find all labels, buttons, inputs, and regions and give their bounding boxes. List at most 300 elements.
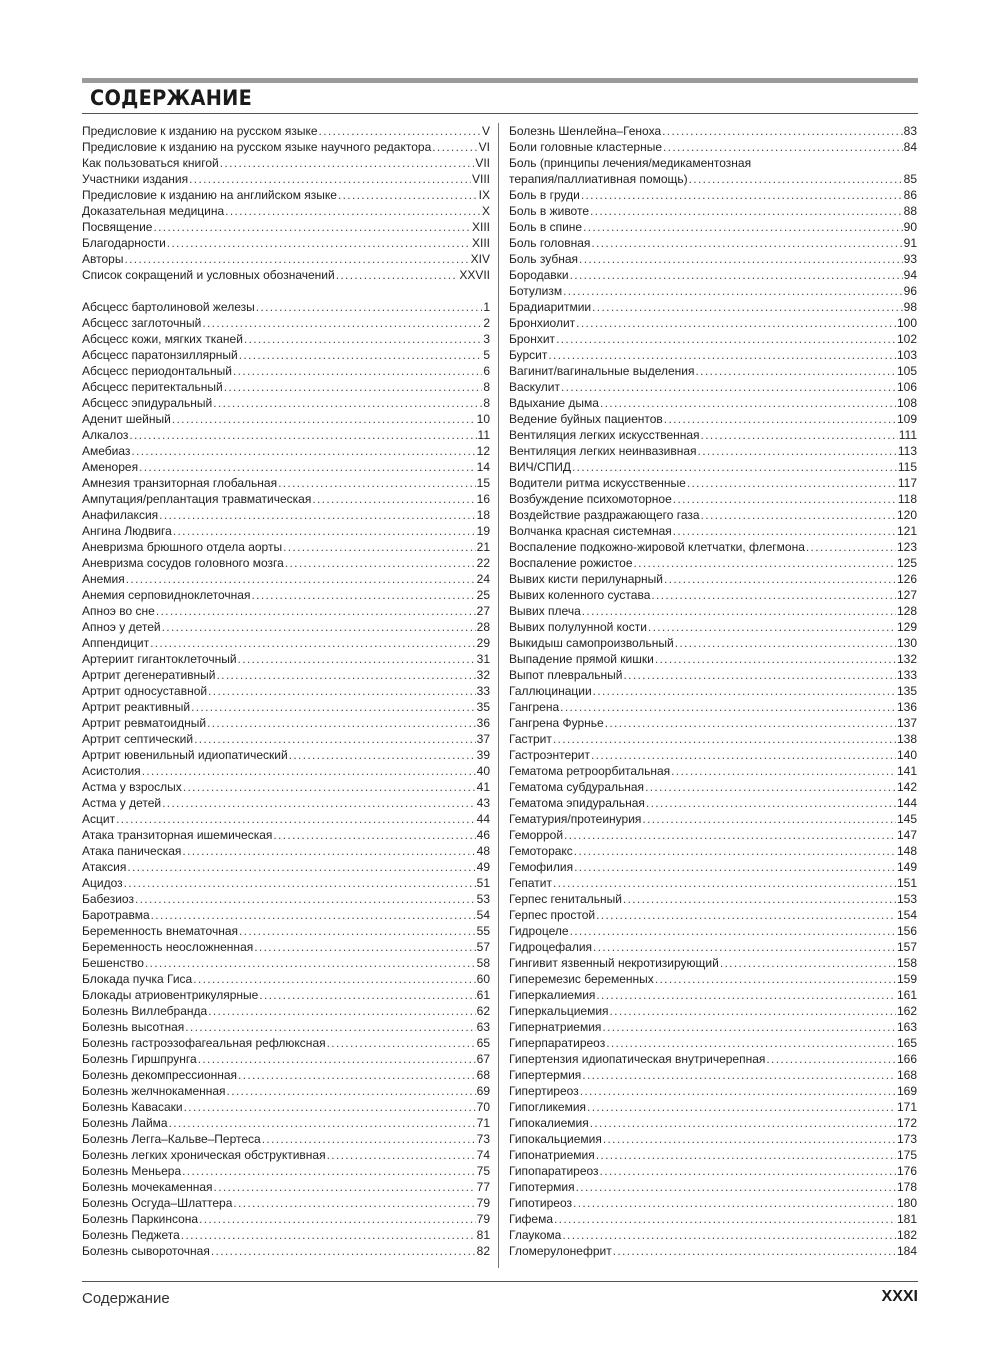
- toc-entry-title: Абсцесс периодонтальный: [82, 364, 232, 378]
- toc-entry[interactable]: [509, 491, 917, 507]
- toc-entry[interactable]: [82, 1163, 490, 1179]
- toc-dot-leader: [173, 523, 476, 539]
- toc-entry[interactable]: [509, 539, 917, 555]
- toc-dot-leader: [596, 1147, 896, 1163]
- toc-entry[interactable]: [509, 1211, 917, 1227]
- toc-entry[interactable]: [509, 219, 917, 235]
- toc-entry-title: Гемоторакс: [509, 844, 573, 858]
- toc-entry[interactable]: [82, 795, 490, 811]
- toc-dot-leader: [673, 491, 897, 507]
- toc-entry-title: Болезнь Осгуда–Шлаттера: [82, 1196, 233, 1210]
- toc-dot-leader: [145, 955, 476, 971]
- toc-dot-leader: [189, 171, 471, 187]
- toc-entry[interactable]: [82, 715, 490, 731]
- toc-dot-leader: [556, 331, 896, 347]
- toc-entry[interactable]: [82, 939, 490, 955]
- toc-entry[interactable]: [509, 699, 917, 715]
- toc-dot-leader: [593, 683, 896, 699]
- toc-entry-title: Вывих коленного сустава: [509, 588, 651, 602]
- toc-entry[interactable]: [82, 1051, 490, 1067]
- toc-entry[interactable]: [82, 955, 490, 971]
- toc-entry[interactable]: [509, 1099, 917, 1115]
- toc-entry[interactable]: [509, 235, 917, 251]
- toc-entry[interactable]: [82, 315, 490, 331]
- toc-entry-title: Гангрена: [509, 700, 560, 714]
- toc-entry-title: Посвящение: [82, 220, 153, 234]
- toc-entry[interactable]: [509, 587, 917, 603]
- toc-entry[interactable]: [509, 859, 917, 875]
- toc-entry-title: Анафилаксия: [82, 508, 159, 522]
- toc-entry[interactable]: [509, 971, 917, 987]
- toc-dot-leader: [591, 235, 902, 251]
- toc-entry-title: Атака паническая: [82, 844, 182, 858]
- toc-entry[interactable]: [509, 427, 917, 443]
- toc-entry-page: 156: [896, 924, 917, 938]
- toc-entry-title: Беременность внематочная: [82, 924, 238, 938]
- toc-dot-leader: [596, 987, 896, 1003]
- toc-entry-page: 2: [483, 316, 490, 330]
- toc-entry[interactable]: [509, 363, 917, 379]
- toc-dot-leader: [238, 651, 476, 667]
- toc-entry-title: Бурсит: [509, 348, 548, 362]
- toc-entry-page: 18: [476, 508, 490, 522]
- toc-entry[interactable]: [82, 923, 490, 939]
- toc-entry-page: 163: [896, 1020, 917, 1034]
- toc-dot-leader: [600, 1163, 896, 1179]
- toc-entry-page: XIV: [470, 252, 490, 266]
- toc-entry-page: 58: [476, 956, 490, 970]
- toc-entry[interactable]: [82, 155, 490, 171]
- toc-dot-leader: [634, 555, 896, 571]
- toc-entry[interactable]: [509, 603, 917, 619]
- toc-entry[interactable]: [82, 427, 490, 443]
- toc-dot-leader: [689, 171, 903, 187]
- toc-entry[interactable]: [509, 651, 917, 667]
- toc-left-column: [82, 123, 490, 1259]
- toc-dot-leader: [664, 411, 896, 427]
- toc-entry[interactable]: [82, 459, 490, 475]
- toc-entry[interactable]: [509, 283, 917, 299]
- toc-entry[interactable]: [82, 875, 490, 891]
- toc-entry-page: 85: [903, 172, 917, 186]
- toc-entry[interactable]: [509, 411, 917, 427]
- toc-entry[interactable]: [509, 267, 917, 283]
- toc-entry[interactable]: [509, 1051, 917, 1067]
- toc-entry[interactable]: [82, 1083, 490, 1099]
- toc-entry[interactable]: [82, 747, 490, 763]
- toc-entry[interactable]: [82, 779, 490, 795]
- toc-entry-page: 33: [476, 684, 490, 698]
- toc-entry[interactable]: [82, 827, 490, 843]
- toc-entry[interactable]: [509, 571, 917, 587]
- toc-entry[interactable]: [82, 539, 490, 555]
- toc-entry[interactable]: [509, 331, 917, 347]
- toc-dot-leader: [150, 635, 476, 651]
- toc-entry[interactable]: [509, 1227, 917, 1243]
- toc-entry[interactable]: [82, 187, 490, 203]
- toc-entry-page: 132: [896, 652, 917, 666]
- toc-entry-page: 63: [476, 1020, 490, 1034]
- toc-entry-title: Гипотермия: [509, 1180, 575, 1194]
- toc-entry-title: Волчанка красная системная: [509, 524, 672, 538]
- toc-dot-leader: [207, 715, 476, 731]
- toc-entry-page: 86: [903, 188, 917, 202]
- toc-entry[interactable]: [509, 635, 917, 651]
- toc-dot-leader: [285, 555, 476, 571]
- toc-entry-page: 15: [476, 476, 490, 490]
- toc-entry[interactable]: [82, 555, 490, 571]
- toc-entry[interactable]: [82, 1019, 490, 1035]
- toc-dot-leader: [662, 123, 903, 139]
- toc-entry[interactable]: [82, 699, 490, 715]
- toc-entry-title: Вагинит/вагинальные выделения: [509, 364, 695, 378]
- toc-entry[interactable]: [509, 939, 917, 955]
- toc-entry-page: 127: [896, 588, 917, 602]
- toc-entry-title: Анемия: [82, 572, 125, 586]
- toc-entry-page: 133: [896, 668, 917, 682]
- toc-entry-page: 129: [896, 620, 917, 634]
- toc-entry[interactable]: [82, 619, 490, 635]
- toc-entry-title: Болезнь Меньера: [82, 1164, 182, 1178]
- toc-dot-leader: [610, 1003, 896, 1019]
- toc-entry-page: 39: [476, 748, 490, 762]
- toc-dot-leader: [564, 827, 896, 843]
- toc-entry[interactable]: [509, 523, 917, 539]
- toc-entry-page: 46: [476, 828, 490, 842]
- toc-entry-page: 162: [896, 1004, 917, 1018]
- toc-entry-title: Абсцесс заглоточный: [82, 316, 202, 330]
- toc-entry[interactable]: [509, 187, 917, 203]
- toc-entry-page: 180: [896, 1196, 917, 1210]
- toc-entry-page: 120: [896, 508, 917, 522]
- toc-entry[interactable]: [82, 987, 490, 1003]
- toc-entry[interactable]: [82, 1067, 490, 1083]
- toc-entry-page: 117: [897, 476, 917, 490]
- toc-entry-page: 35: [476, 700, 490, 714]
- toc-dot-leader: [583, 219, 903, 235]
- toc-entry[interactable]: [82, 139, 490, 155]
- toc-dot-leader: [573, 1195, 896, 1211]
- toc-entry-page: 29: [476, 636, 490, 650]
- toc-entry[interactable]: [82, 299, 490, 315]
- toc-entry[interactable]: [82, 907, 490, 923]
- toc-entry-title: Боль (принципы лечения/медикаментозная: [509, 156, 752, 170]
- toc-entry[interactable]: [82, 811, 490, 827]
- toc-entry[interactable]: [82, 667, 490, 683]
- toc-entry[interactable]: [82, 1115, 490, 1131]
- toc-entry[interactable]: [509, 555, 917, 571]
- toc-entry[interactable]: [509, 123, 917, 139]
- toc-dot-leader: [582, 603, 896, 619]
- toc-dot-leader: [191, 699, 476, 715]
- toc-entry-page: 6: [483, 364, 490, 378]
- toc-entry-title: ВИЧ/СПИД: [509, 460, 572, 474]
- toc-entry[interactable]: [82, 859, 490, 875]
- toc-dot-leader: [208, 1003, 475, 1019]
- toc-entry[interactable]: [509, 907, 917, 923]
- toc-entry[interactable]: [509, 811, 917, 827]
- toc-entry-title: Гепатит: [509, 876, 552, 890]
- toc-entry[interactable]: [509, 779, 917, 795]
- toc-entry[interactable]: [82, 411, 490, 427]
- toc-entry-page: 159: [896, 972, 917, 986]
- toc-dot-leader: [124, 251, 469, 267]
- toc-entry[interactable]: [82, 683, 490, 699]
- toc-entry[interactable]: [509, 155, 917, 171]
- toc-entry[interactable]: [82, 219, 490, 235]
- toc-dot-leader: [198, 1051, 476, 1067]
- toc-dot-leader: [553, 875, 896, 891]
- toc-entry-title: Гломерулонефрит: [509, 1244, 612, 1258]
- toc-entry[interactable]: [509, 475, 917, 491]
- toc-entry[interactable]: [509, 507, 917, 523]
- toc-entry[interactable]: [82, 1195, 490, 1211]
- toc-entry[interactable]: [509, 1067, 917, 1083]
- toc-dot-leader: [159, 507, 475, 523]
- toc-entry[interactable]: [509, 891, 917, 907]
- toc-entry[interactable]: [509, 379, 917, 395]
- toc-entry[interactable]: [509, 139, 917, 155]
- toc-dot-leader: [655, 651, 896, 667]
- toc-dot-leader: [576, 315, 896, 331]
- toc-entry[interactable]: [82, 379, 490, 395]
- toc-entry[interactable]: [82, 395, 490, 411]
- toc-dot-leader: [579, 251, 903, 267]
- toc-entry[interactable]: [509, 747, 917, 763]
- toc-entry[interactable]: [82, 171, 490, 187]
- toc-entry[interactable]: [82, 1179, 490, 1195]
- toc-entry-page: 65: [476, 1036, 490, 1050]
- toc-entry[interactable]: [82, 443, 490, 459]
- toc-entry[interactable]: [509, 763, 917, 779]
- toc-entry-page: 14: [476, 460, 490, 474]
- toc-entry[interactable]: [82, 475, 490, 491]
- toc-entry[interactable]: [82, 651, 490, 667]
- toc-entry-title: Гидроцефалия: [509, 940, 593, 954]
- toc-entry[interactable]: [509, 1195, 917, 1211]
- toc-entry-page: 91: [903, 236, 917, 250]
- toc-entry[interactable]: [82, 347, 490, 363]
- toc-entry-page: XXVII: [459, 268, 490, 282]
- toc-entry[interactable]: [82, 491, 490, 507]
- toc-entry[interactable]: [82, 1131, 490, 1147]
- toc-entry[interactable]: [509, 251, 917, 267]
- toc-entry-page: 115: [897, 460, 917, 474]
- toc-entry-title: Артериит гигантоклеточный: [82, 652, 237, 666]
- toc-entry-title: Предисловие к изданию на английском языке: [82, 188, 337, 202]
- toc-entry[interactable]: [82, 1227, 490, 1243]
- toc-entry[interactable]: [509, 203, 917, 219]
- toc-entry-page: 157: [896, 940, 917, 954]
- toc-dot-leader: [202, 315, 482, 331]
- toc-entry-title: Вентиляция легких неинвазивная: [509, 444, 697, 458]
- toc-dot-leader: [199, 1211, 476, 1227]
- toc-entry-title: Боль зубная: [509, 252, 579, 266]
- toc-dot-leader: [623, 667, 895, 683]
- toc-entry-title: Герпес генитальный: [509, 892, 622, 906]
- toc-entry[interactable]: [509, 1035, 917, 1051]
- toc-dot-leader: [129, 427, 476, 443]
- toc-entry[interactable]: [509, 683, 917, 699]
- toc-entry[interactable]: [509, 619, 917, 635]
- toc-entry[interactable]: [509, 171, 917, 187]
- toc-entry[interactable]: [509, 1163, 917, 1179]
- toc-entry-page: 184: [896, 1244, 917, 1258]
- toc-entry-title: Гипокалиемия: [509, 1116, 589, 1130]
- toc-entry-page: 130: [896, 636, 917, 650]
- toc-entry[interactable]: [509, 1131, 917, 1147]
- toc-dot-leader: [169, 1115, 476, 1131]
- toc-entry[interactable]: [509, 923, 917, 939]
- toc-entry-page: 182: [896, 1228, 917, 1242]
- toc-entry-title: Гиперкалиемия: [509, 988, 596, 1002]
- toc-entry[interactable]: [82, 523, 490, 539]
- toc-entry-title: Галлюцинации: [509, 684, 592, 698]
- toc-entry[interactable]: [82, 1243, 490, 1259]
- toc-entry-title: Вентиляция легких искусственная: [509, 428, 700, 442]
- toc-entry[interactable]: [509, 955, 917, 971]
- toc-entry-page: 81: [476, 1228, 490, 1242]
- toc-entry-title: Гематома эпидуральная: [509, 796, 645, 810]
- toc-entry-page: 68: [476, 1068, 490, 1082]
- toc-entry[interactable]: [509, 827, 917, 843]
- toc-entry[interactable]: [82, 331, 490, 347]
- toc-entry[interactable]: [82, 203, 490, 219]
- toc-entry[interactable]: [509, 1083, 917, 1099]
- toc-entry-title: Амнезия транзиторная глобальная: [82, 476, 278, 490]
- toc-entry[interactable]: [82, 635, 490, 651]
- toc-entry-title: Ацидоз: [82, 876, 123, 890]
- toc-entry[interactable]: [82, 587, 490, 603]
- toc-entry[interactable]: [509, 1019, 917, 1035]
- toc-dot-leader: [239, 923, 476, 939]
- toc-entry-page: 151: [896, 876, 917, 890]
- toc-entry-page: 79: [476, 1196, 490, 1210]
- toc-entry[interactable]: [509, 843, 917, 859]
- toc-dot-leader: [184, 1099, 476, 1115]
- toc-entry[interactable]: [509, 347, 917, 363]
- toc-entry[interactable]: [82, 1147, 490, 1163]
- toc-entry-page: V: [481, 124, 490, 138]
- toc-dot-leader: [592, 299, 903, 315]
- toc-dot-leader: [642, 811, 896, 827]
- toc-dot-leader: [182, 843, 475, 859]
- toc-entry[interactable]: [509, 1115, 917, 1131]
- toc-entry-title: Вывих полулунной кости: [509, 620, 647, 634]
- toc-entry-title: Гиперемезис беременных: [509, 972, 654, 986]
- toc-entry[interactable]: [509, 1003, 917, 1019]
- toc-entry[interactable]: [82, 123, 490, 139]
- toc-entry-title: Болезнь Паркинсона: [82, 1212, 199, 1226]
- toc-entry[interactable]: [82, 1099, 490, 1115]
- toc-entry-page: 94: [903, 268, 917, 282]
- toc-entry[interactable]: [509, 443, 917, 459]
- toc-dot-leader: [151, 907, 476, 923]
- toc-entry-title: Болезнь Педжета: [82, 1228, 180, 1242]
- toc-entry[interactable]: [82, 891, 490, 907]
- toc-entry-page: 161: [896, 988, 917, 1002]
- toc-entry[interactable]: [509, 299, 917, 315]
- toc-entry[interactable]: [82, 603, 490, 619]
- toc-entry-page: 126: [896, 572, 917, 586]
- toc-entry[interactable]: [82, 731, 490, 747]
- toc-entry[interactable]: [82, 1035, 490, 1051]
- toc-entry-title: Ведение буйных пациентов: [509, 412, 663, 426]
- toc-entry-page: 61: [476, 988, 490, 1002]
- toc-entry-title: Артрит ювенильный идиопатический: [82, 748, 288, 762]
- toc-entry[interactable]: [82, 235, 490, 251]
- toc-entry[interactable]: [509, 667, 917, 683]
- toc-entry[interactable]: [82, 571, 490, 587]
- toc-entry-page: 12: [476, 444, 490, 458]
- toc-entry[interactable]: [509, 795, 917, 811]
- toc-entry[interactable]: [509, 1179, 917, 1195]
- toc-entry-page: 62: [476, 1004, 490, 1018]
- toc-entry-title: Боль в груди: [509, 188, 580, 202]
- toc-dot-leader: [548, 347, 896, 363]
- toc-entry[interactable]: [82, 971, 490, 987]
- toc-dot-leader: [319, 123, 481, 139]
- toc-entry[interactable]: [82, 763, 490, 779]
- toc-dot-leader: [256, 299, 483, 315]
- toc-entry-page: 138: [896, 732, 917, 746]
- toc-entry-title: Благодарности: [82, 236, 166, 250]
- toc-entry-page: 178: [896, 1180, 917, 1194]
- toc-entry-page: 71: [476, 1116, 490, 1130]
- toc-entry-title: Воспаление подкожно-жировой клетчатки, флегмона: [509, 540, 805, 554]
- toc-entry[interactable]: [82, 507, 490, 523]
- toc-entry[interactable]: [82, 1003, 490, 1019]
- toc-entry[interactable]: [509, 875, 917, 891]
- toc-entry-page: 10: [476, 412, 490, 426]
- toc-entry[interactable]: [82, 251, 490, 267]
- toc-dot-leader: [131, 443, 475, 459]
- toc-entry[interactable]: [82, 267, 490, 283]
- toc-entry[interactable]: [509, 1243, 917, 1259]
- toc-dot-leader: [289, 747, 476, 763]
- toc-dot-leader: [262, 1131, 476, 1147]
- toc-entry[interactable]: [82, 363, 490, 379]
- toc-dot-leader: [591, 747, 896, 763]
- toc-entry[interactable]: [509, 315, 917, 331]
- toc-entry[interactable]: [509, 459, 917, 475]
- toc-entry-page: VI: [478, 140, 490, 154]
- toc-dot-leader: [673, 523, 896, 539]
- toc-entry[interactable]: [509, 715, 917, 731]
- toc-entry-page: 24: [476, 572, 490, 586]
- toc-dot-leader: [283, 539, 476, 555]
- toc-dot-leader: [142, 763, 476, 779]
- toc-entry-page: 16: [476, 492, 490, 506]
- toc-entry-title: Амебиаз: [82, 444, 131, 458]
- toc-entry[interactable]: [82, 843, 490, 859]
- toc-entry[interactable]: [82, 1211, 490, 1227]
- toc-dot-leader: [698, 443, 897, 459]
- toc-entry-title: Артрит односуставной: [82, 684, 208, 698]
- toc-entry[interactable]: [509, 1147, 917, 1163]
- toc-entry-title: Глаукома: [509, 1228, 562, 1242]
- toc-entry[interactable]: [509, 987, 917, 1003]
- toc-entry-title: Абсцесс кожи, мягких тканей: [82, 332, 243, 346]
- toc-entry[interactable]: [509, 395, 917, 411]
- toc-dot-leader: [590, 1115, 896, 1131]
- toc-entry-page: 48: [476, 844, 490, 858]
- toc-entry-page: 113: [897, 444, 917, 458]
- toc-entry-title: Болезнь Шенлейна–Геноха: [509, 124, 662, 138]
- toc-dot-leader: [671, 763, 896, 779]
- toc-entry[interactable]: [509, 731, 917, 747]
- toc-entry-page: 121: [896, 524, 917, 538]
